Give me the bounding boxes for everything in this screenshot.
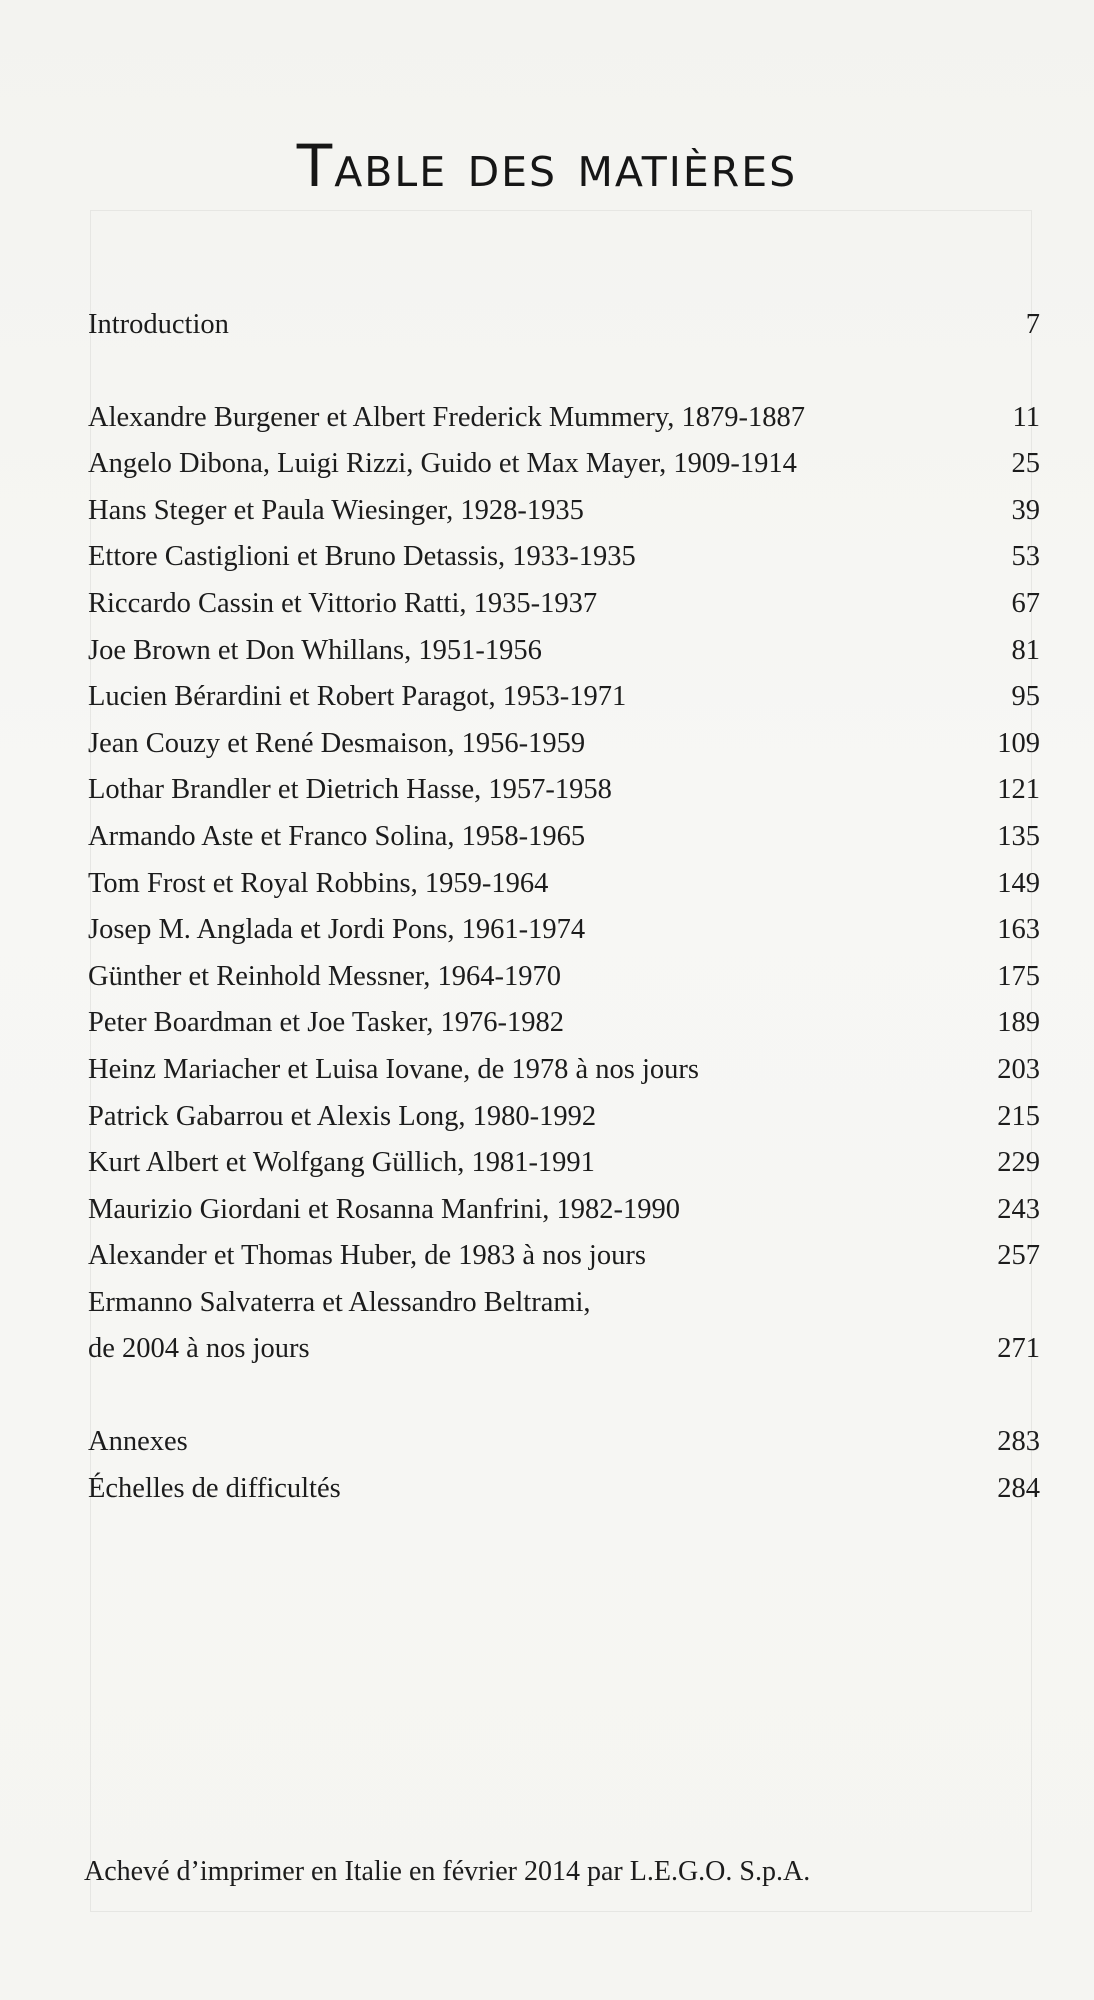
toc-entry-label: Échelles de difficultés — [88, 1472, 341, 1504]
toc-entry-label: Hans Steger et Paula Wiesinger, 1928-1935 — [88, 494, 584, 526]
toc-entry-label: de 2004 à nos jours — [88, 1333, 310, 1365]
toc-entry — [88, 907, 1040, 954]
toc-entry-page: 7 — [1025, 309, 1040, 340]
table-of-contents — [88, 302, 1040, 1512]
toc-entry — [88, 395, 1040, 442]
toc-entry-page: 189 — [997, 1007, 1040, 1039]
toc-entry-label: Alexandre Burgener et Albert Frederick Mummery, 1879-1887 — [88, 401, 806, 433]
toc-entry-page: 257 — [997, 1240, 1040, 1272]
toc-entry-label: Maurizio Giordani et Rosanna Manfrini, 1982-1990 — [88, 1193, 681, 1225]
toc-entry-label: Heinz Mariacher et Luisa Iovane, de 1978 à nos jours — [88, 1053, 699, 1085]
toc-entry — [88, 1187, 1040, 1234]
toc-entry-label: Introduction — [88, 309, 229, 340]
toc-entry — [88, 861, 1040, 908]
toc-entry — [88, 1000, 1040, 1047]
toc-entry-page: 121 — [997, 774, 1040, 806]
toc-entry — [88, 1233, 1040, 1280]
toc-entry-page: 271 — [997, 1333, 1040, 1365]
toc-entry — [88, 767, 1040, 814]
toc-entry-label: Jean Couzy et René Desmaison, 1956-1959 — [88, 727, 586, 759]
toc-entry-page: 95 — [1011, 681, 1040, 713]
toc-entry-page: 175 — [997, 960, 1040, 992]
toc-entry-difficulty-scales — [88, 1466, 1040, 1513]
toc-entry-page: 203 — [997, 1053, 1040, 1085]
toc-entry-label: Josep M. Anglada et Jordi Pons, 1961-1974 — [88, 914, 586, 946]
toc-entry — [88, 628, 1040, 675]
section-spacer — [88, 1373, 1040, 1419]
toc-entry-label: Annexes — [88, 1426, 188, 1458]
toc-entry — [88, 534, 1040, 581]
toc-entry-label: Armando Aste et Franco Solina, 1958-1965 — [88, 820, 586, 852]
toc-entry-page: 243 — [997, 1193, 1040, 1225]
toc-entry-label: Alexander et Thomas Huber, de 1983 à nos jours — [88, 1240, 646, 1272]
toc-entry-label: Peter Boardman et Joe Tasker, 1976-1982 — [88, 1007, 564, 1039]
toc-entry-label: Lothar Brandler et Dietrich Hasse, 1957-1958 — [88, 774, 612, 806]
toc-entry — [88, 488, 1040, 535]
toc-entry-page: 215 — [997, 1100, 1040, 1132]
toc-entry — [88, 1047, 1040, 1094]
toc-entry-label: Angelo Dibona, Luigi Rizzi, Guido et Max Mayer, 1909-1914 — [88, 448, 797, 480]
toc-entry-page: 149 — [997, 867, 1040, 899]
toc-entry-page: 53 — [1011, 541, 1040, 573]
toc-entry — [88, 954, 1040, 1001]
toc-entry-label: Kurt Albert et Wolfgang Güllich, 1981-1991 — [88, 1147, 595, 1179]
toc-entry — [88, 581, 1040, 628]
toc-entry-page: 163 — [997, 914, 1040, 946]
toc-entry-page: 135 — [997, 820, 1040, 852]
toc-entry — [88, 1140, 1040, 1187]
toc-entry-page: 81 — [1011, 634, 1040, 666]
toc-entry-page: 284 — [997, 1472, 1040, 1504]
toc-entry-page: 39 — [1011, 494, 1040, 526]
toc-entry — [88, 441, 1040, 488]
toc-entry-label: Riccardo Cassin et Vittorio Ratti, 1935-1937 — [88, 587, 598, 619]
toc-entry-label: Ettore Castiglioni et Bruno Detassis, 1933-1935 — [88, 541, 636, 573]
toc-entry-multiline-first — [88, 1280, 1040, 1327]
toc-entry — [88, 814, 1040, 861]
toc-entry-page: 229 — [997, 1147, 1040, 1179]
page-title: Table des matières — [296, 132, 798, 200]
toc-entry-label: Tom Frost et Royal Robbins, 1959-1964 — [88, 867, 549, 899]
chapter-list — [88, 395, 1040, 1373]
toc-entry-page: 283 — [997, 1426, 1040, 1458]
toc-entry-multiline-second — [88, 1326, 1040, 1373]
toc-entry-label: Joe Brown et Don Whillans, 1951-1956 — [88, 634, 542, 666]
toc-entry-page: 25 — [1011, 448, 1040, 480]
toc-entry — [88, 1094, 1040, 1141]
printer-colophon: Achevé d’imprimer en Italie en février 2014 par L.E.G.O. S.p.A. — [84, 1856, 811, 1887]
toc-entry-label: Günther et Reinhold Messner, 1964-1970 — [88, 960, 561, 992]
toc-entry-page: 11 — [1012, 401, 1040, 433]
toc-entry-introduction — [88, 302, 1040, 349]
toc-entry — [88, 674, 1040, 721]
toc-entry — [88, 721, 1040, 768]
toc-entry-label: Lucien Bérardini et Robert Paragot, 1953-1971 — [88, 681, 627, 713]
appendix-list — [88, 1419, 1040, 1512]
toc-entry-page: 67 — [1011, 587, 1040, 619]
section-spacer — [88, 349, 1040, 395]
toc-entry-label: Ermanno Salvaterra et Alessandro Beltrami, — [88, 1286, 591, 1318]
toc-entry-annexes — [88, 1419, 1040, 1466]
toc-entry-label: Patrick Gabarrou et Alexis Long, 1980-1992 — [88, 1100, 597, 1132]
toc-entry-page: 109 — [997, 727, 1040, 759]
